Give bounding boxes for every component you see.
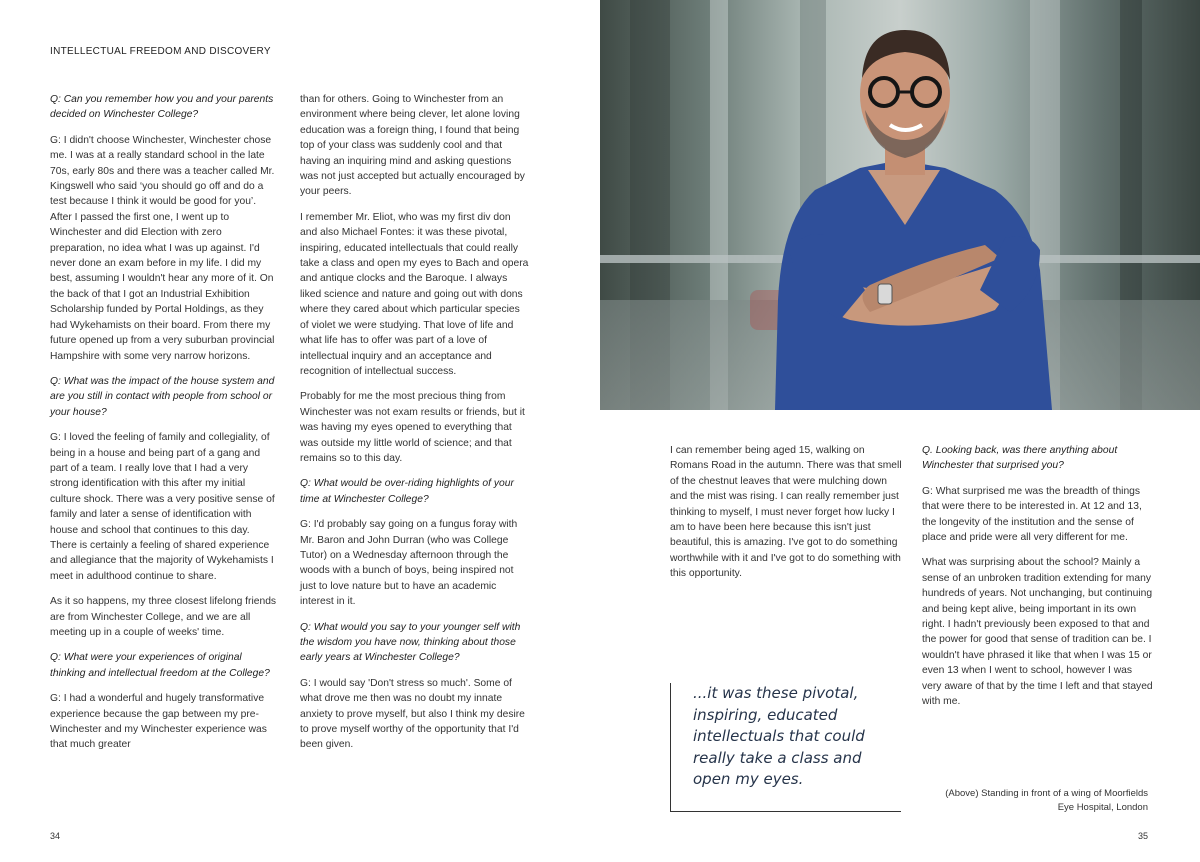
column-1 bbox=[50, 92, 278, 763]
answer: G: I'd probably say going on a fungus foray with Mr. Baron and John Durran (who was College Tutor) on a Wednesday afternoon through the woods with a bunch of boys, being inspired not just to love nature but to have an academic interest in it. bbox=[300, 519, 518, 608]
page-number-right: 35 bbox=[1137, 831, 1148, 841]
portrait-photo bbox=[600, 0, 1200, 410]
answer: As it so happens, my three closest lifelong friends are from Winchester College, and we are all meeting up in a couple of weeks' time. bbox=[50, 596, 277, 638]
question: Q: Can you remember how you and your parents decided on Winchester College? bbox=[50, 94, 274, 121]
question: Q. Looking back, was there anything about Winchester that surprised you? bbox=[922, 445, 1118, 472]
answer: I can remember being aged 15, walking on Romans Road in the autumn. There was that smell of the chestnut leaves that were mulching down and the mist was rising. I can really remember just thinking to myself, I must never forget how lucky I am to have been here because this isn't just beautiful, this is amazing. I've got to do something worthwhile with it and I've got to do something with this opportunity. bbox=[670, 445, 902, 580]
column-2 bbox=[300, 92, 530, 763]
right-page bbox=[600, 0, 1200, 862]
pull-quote-text: ...it was these pivotal, inspiring, educated intellectuals that could really take a class and open my eyes. bbox=[693, 684, 865, 788]
answer: G: I would say 'Don't stress so much'. Some of what drove me then was no doubt my innate anxiety to prove myself, but also I think my desire to prove myself worthy of the opportunity that I'd been given. bbox=[300, 677, 525, 751]
answer: Probably for me the most precious thing from Winchester was not exam results or friends, but it was having my eyes opened to everything that was outside my little world of science; and that remains so to this day. bbox=[300, 391, 525, 464]
column-4 bbox=[922, 443, 1154, 720]
page-number-left: 34 bbox=[50, 831, 61, 841]
question: Q: What would be over-riding highlights of your time at Winchester College? bbox=[300, 478, 514, 505]
answer: G: I didn't choose Winchester, Winchester chose me. I was at a really standard school in the late 70s, early 80s and there was a teacher called Mr. Kingswell who said ‘you should go off and do a test because I think it would be good for you’. After I passed the first one, I went up to Winchester and did Election with zero preparation, no idea what I was up against. I'd never done an exam before in my life. I did my best, assuming I wouldn't hear any more of it. On the back of that I got an Industrial Exhibition Scholarship funded by Portal Holdings, as they had Wykehamists on their board. From there my future opened up from a very suburban provincial Hampshire with some very narrow horizons. bbox=[50, 134, 275, 362]
answer: G: I loved the feeling of family and collegiality, of being in a house and being part of a gang and part of a team. I really love that I had a very strong identification with this after my initial culture shock. There was a very positive sense of family and later a sense of identification with house and school that continues to this day. There is certainly a feeling of shared experience and allegiance that the majority of Wykehamists I meet in adulthood continue to share. bbox=[50, 432, 275, 582]
answer: I remember Mr. Eliot, who was my first div don and also Michael Fontes: it was these pivotal, inspiring, educated intellectuals that could really take a class and open my eyes to Bach and opera and antique clocks and the Baroque. I always liked science and nature and going out with dons where they cared about which particular species of violet we were studying. That love of life and what life has to offer was part of a love of intellectual inquiry and an acceptance and recognition of intellectual success. bbox=[300, 211, 529, 377]
question: Q: What were your experiences of original thinking and intellectual freedom at the College? bbox=[50, 652, 270, 679]
question: Q: What was the impact of the house system and are you still in contact with people from school or your house? bbox=[50, 375, 275, 418]
section-title: INTELLECTUAL FREEDOM AND DISCOVERY bbox=[50, 46, 271, 57]
column-3 bbox=[670, 443, 902, 592]
answer: than for others. Going to Winchester from an environment where being clever, let alone loving education was a foreign thing, I found that being top of your class was suddenly cool and that having an inquiring mind and asking questions was not just accepted but actually encouraged by your peers. bbox=[300, 94, 525, 198]
answer: G: I had a wonderful and hugely transformative experience because the gap between my pre-Winchester and my Winchester experience was that much greater bbox=[50, 693, 267, 751]
photo-caption: (Above) Standing in front of a wing of Moorfields Eye Hospital, London bbox=[945, 788, 1148, 813]
answer: What was surprising about the school? Mainly a sense of an unbroken tradition extending for many hundreds of years. Not unchanging, but continuing and being kept alive, being important in its own right. I hadn't previously been exposed to that and the power for good that sense of tradition can be. I wouldn't have phrased it like that when I was 15 or even 13 when I went to school, however I was very aware of that by the time I left and that stayed with me. bbox=[922, 557, 1153, 708]
question: Q: What would you say to your younger self with the wisdom you have now, thinking about those early years at Winchester College? bbox=[300, 621, 521, 664]
pull-quote bbox=[670, 683, 901, 812]
answer: G: What surprised me was the breadth of things that were there to be interested in. At 12 and 13, the longevity of the institution and the sense of place and pride were all very different for me. bbox=[922, 485, 1142, 544]
man-in-scrubs-figure bbox=[600, 0, 1200, 410]
